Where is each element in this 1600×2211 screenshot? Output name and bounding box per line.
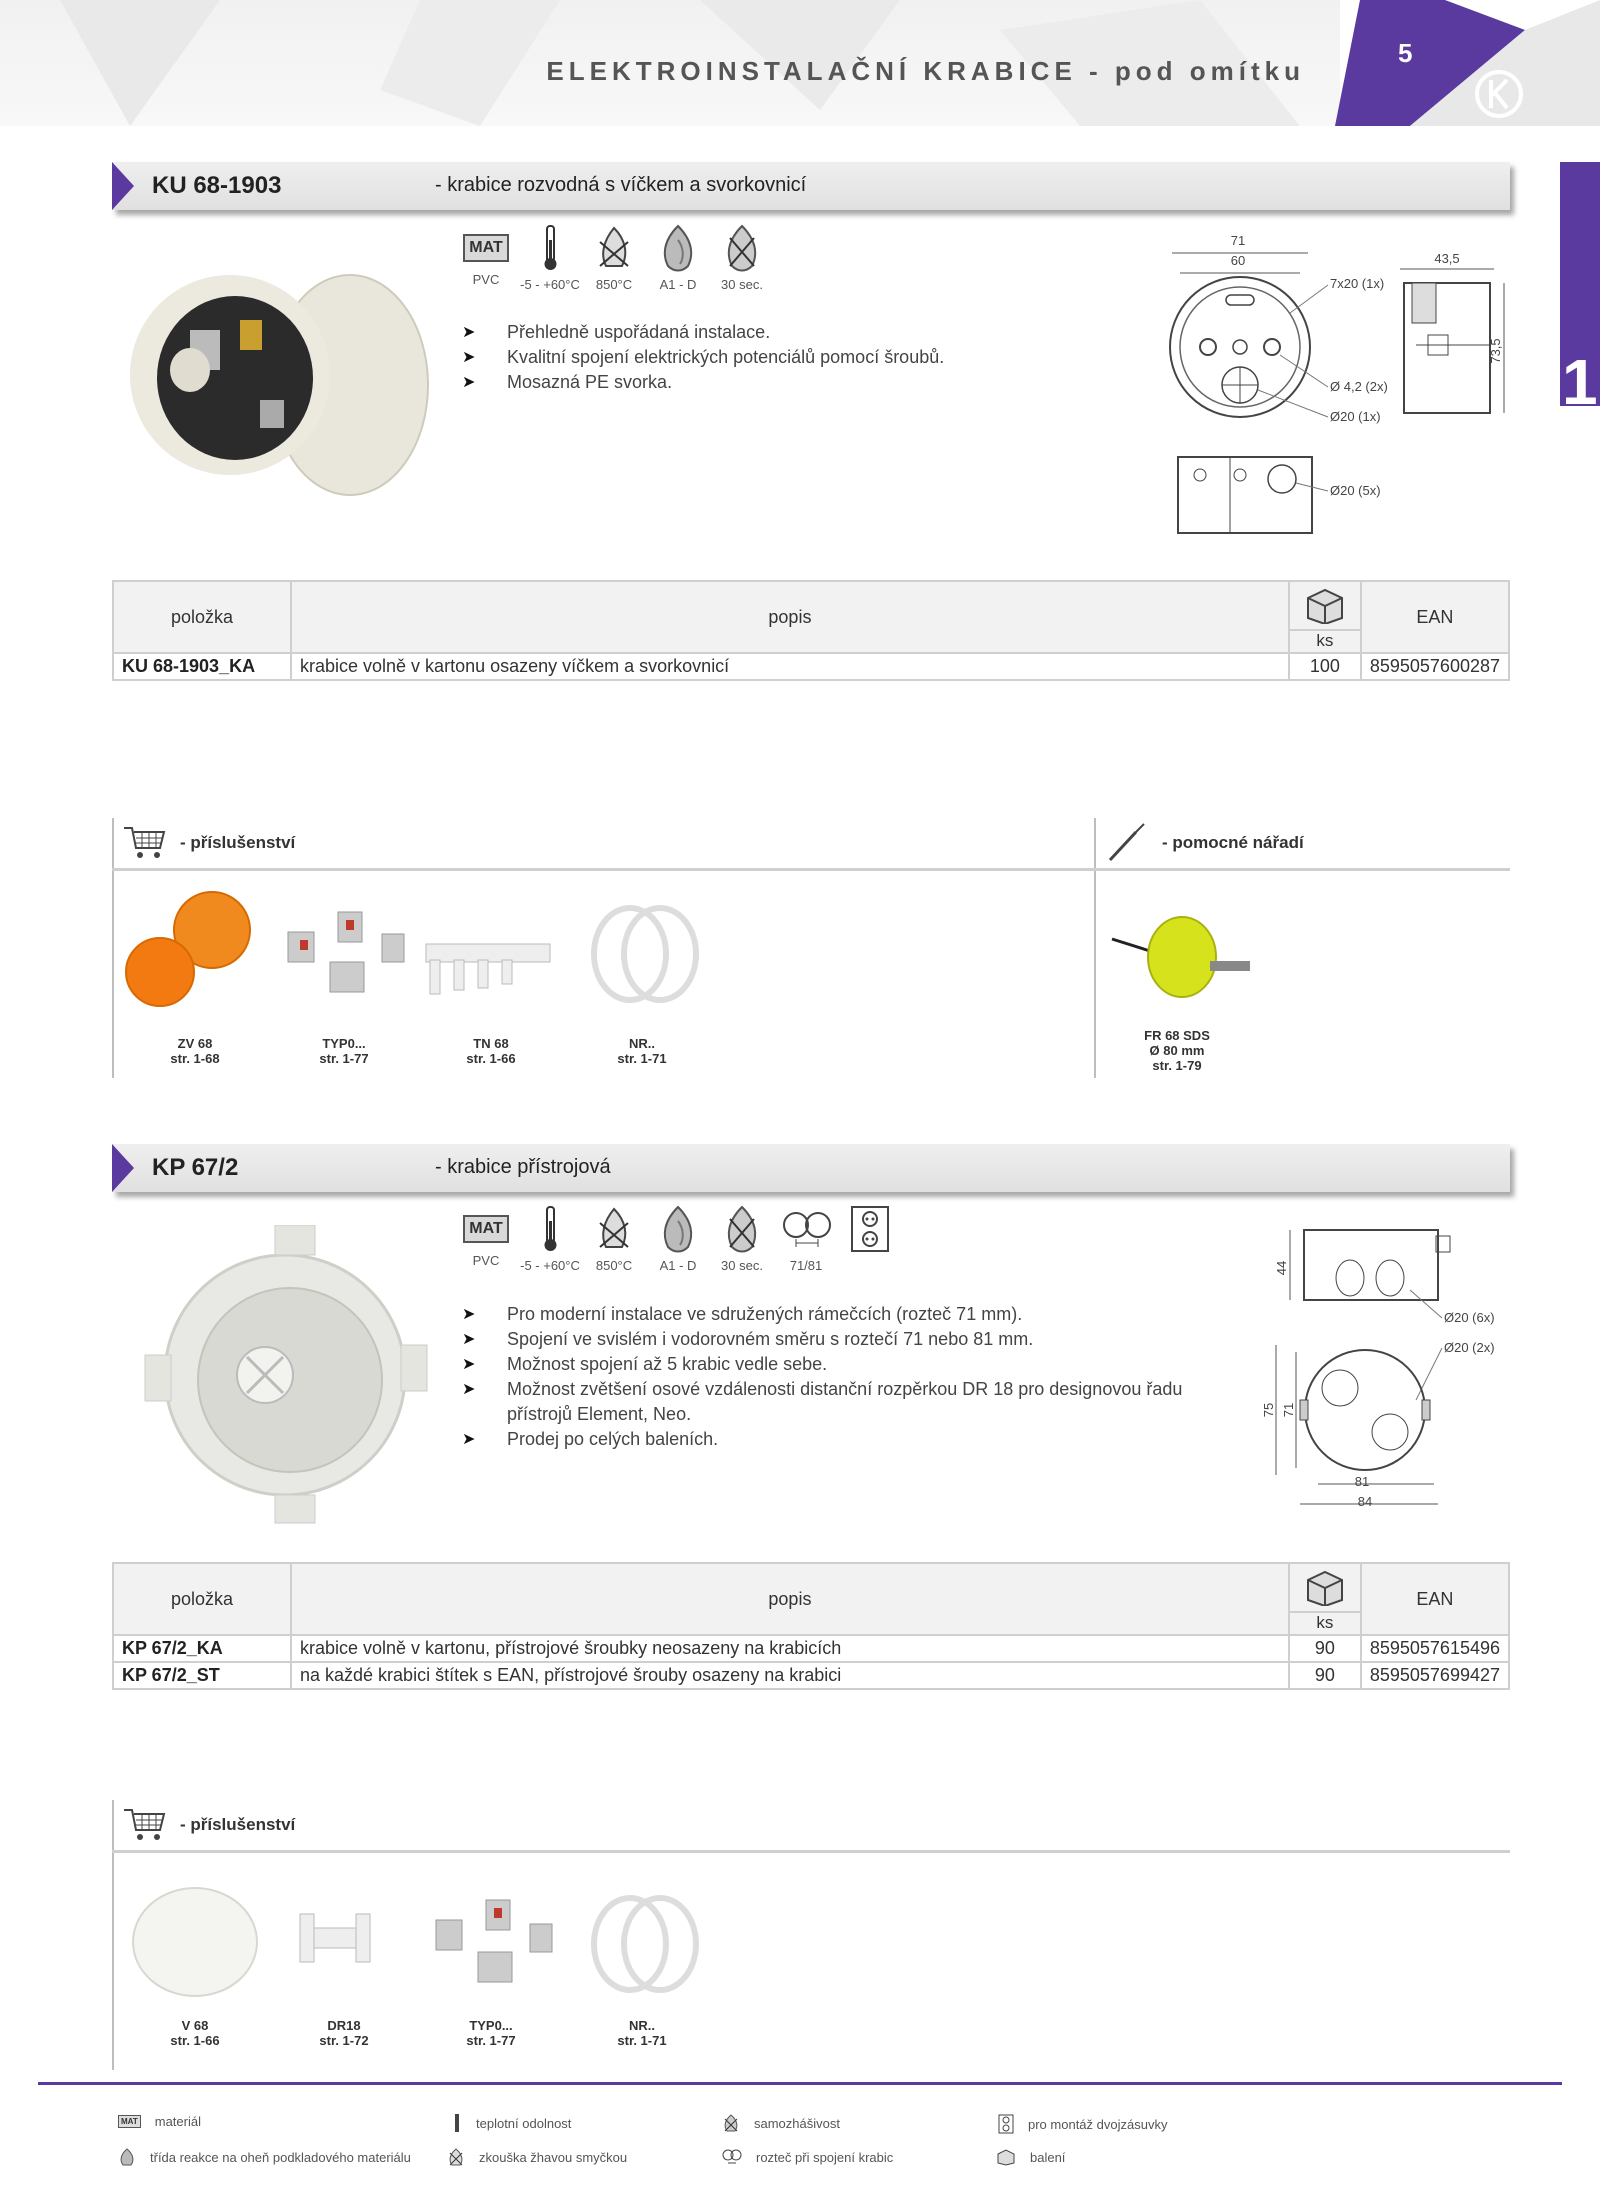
icon-label: 850°C: [595, 1258, 633, 1273]
legend-item: balení: [996, 2148, 1065, 2166]
box-icon: [996, 2148, 1016, 2166]
accessory-caption: TYP0... str. 1-77: [319, 1036, 369, 1066]
list-item: ➤ Prodej po celých baleních.: [462, 1427, 1222, 1452]
legend-item: samozhášivost: [722, 2114, 840, 2132]
flame-icon: [646, 1205, 710, 1273]
product-photo: [120, 250, 440, 500]
product-title-bar: [112, 162, 1510, 210]
accessory-caption: V 68 str. 1-66: [170, 2018, 220, 2048]
icon-label: 71/81: [789, 1258, 823, 1273]
item-ean: 8595057699427: [1361, 1662, 1509, 1689]
accessory-images: [120, 1880, 720, 2010]
legend-item: teplotní odolnost: [452, 2114, 571, 2132]
accessory-caption: ZV 68 str. 1-68: [170, 1036, 220, 1066]
accessories-divider: [112, 1800, 114, 2070]
item-code: KU 68-1903_KA: [113, 653, 291, 680]
connecting-pieces: [426, 944, 550, 994]
cart-icon: [122, 822, 168, 862]
dimension-label: 43,5: [1434, 251, 1460, 266]
dimension-label: 71: [1281, 1402, 1296, 1418]
list-item: ➤ Možnost spojení až 5 krabic vedle sebe.: [462, 1352, 1222, 1377]
self-extinguish-icon: [710, 224, 774, 292]
accessory-caption: NR.. str. 1-71: [617, 1036, 667, 1066]
hole-saw-image: [1110, 905, 1260, 1005]
feature-icons: [454, 224, 774, 292]
self-extinguish-icon: [722, 2114, 740, 2132]
icon-label: -5 - +60°C: [520, 277, 580, 292]
table-row: [113, 1635, 1509, 1662]
item-ean: 8595057600287: [1361, 653, 1509, 680]
mat-icon: MAT PVC: [454, 224, 518, 292]
column-header: položka: [113, 1563, 291, 1635]
column-header: EAN: [1361, 1563, 1509, 1635]
feature-list: [462, 320, 1162, 395]
dimension-label: 44: [1274, 1260, 1289, 1276]
mat-icon: MAT PVC: [454, 1205, 518, 1273]
item-description: krabice volně v kartonu, přístrojové šroubky neosazeny na krabicích: [291, 1635, 1289, 1662]
feature-icons: [454, 1205, 902, 1273]
page-number: 5: [1398, 38, 1413, 68]
legend-item: třída reakce na oheň podkladového materiálu: [118, 2148, 411, 2166]
list-item: ➤ Možnost zvětšení osové vzdálenosti distanční rozpěrkou DR 18 pro designovou řadu přístrojů Element, Neo.: [462, 1377, 1222, 1427]
mat-icon: MAT: [118, 2115, 141, 2128]
double-socket-icon: [838, 1205, 902, 1273]
thermometer-icon: [518, 224, 582, 292]
product-photo: [125, 1225, 445, 1525]
legend-item: rozteč při spojení krabic: [722, 2148, 893, 2166]
glow-wire-icon: [447, 2148, 465, 2166]
icon-label: -5 - +60°C: [520, 1258, 580, 1273]
terminal-connectors: [288, 912, 404, 992]
item-description: na každé krabici štítek s EAN, přístrojové šrouby osazeny na krabici: [291, 1662, 1289, 1689]
dimension-label: 60: [1230, 253, 1246, 268]
technical-drawing: [1160, 225, 1520, 545]
accessories-title: - příslušenství: [180, 1815, 296, 1834]
callout-label: Ø20 (5x): [1330, 483, 1381, 498]
product-code: KU 68-1903: [152, 172, 282, 199]
item-quantity: 90: [1289, 1662, 1361, 1689]
accessories-rule: [112, 868, 1510, 871]
cart-icon: [122, 1804, 168, 1844]
thermometer-icon: [452, 2114, 462, 2132]
footer-rule: [38, 2082, 1562, 2085]
page-header-title: ELEKTROINSTALAČNÍ KRABICE - pod omítku: [546, 56, 1305, 86]
box-icon: [1300, 1566, 1350, 1606]
product-title-bar: [112, 1144, 1510, 1192]
accessory-caption: DR18 str. 1-72: [319, 2018, 369, 2048]
list-item: ➤ Přehledně uspořádaná instalace.: [462, 320, 1162, 345]
tools-title: - pomocné nářadí: [1162, 833, 1304, 852]
item-quantity: 100: [1289, 653, 1361, 680]
list-item: ➤ Mosazná PE svorka.: [462, 370, 1162, 395]
legend-item: MAT materiál: [118, 2114, 201, 2129]
icon-label: PVC: [472, 272, 500, 287]
column-header-pack: ks: [1289, 581, 1361, 653]
dimension-label: 84: [1357, 1494, 1373, 1509]
cover-plate-orange: [126, 892, 250, 1006]
dimension-label: 71: [1230, 233, 1246, 248]
callout-label: Ø20 (1x): [1330, 409, 1381, 424]
callout-label: Ø20 (6x): [1444, 1310, 1495, 1325]
arrow-icon: [112, 1144, 134, 1192]
spacing-icon: [722, 2148, 742, 2166]
item-description: krabice volně v kartonu osazeny víčkem a svorkovnicí: [291, 653, 1289, 680]
list-item: ➤ Pro moderní instalace ve sdružených rámečcích (rozteč 71 mm).: [462, 1302, 1222, 1327]
glow-wire-icon: [582, 1205, 646, 1273]
tools-divider: [1094, 818, 1096, 1078]
flame-icon: [118, 2148, 136, 2166]
accessory-images: [120, 890, 720, 1020]
product-description: - krabice přístrojová: [435, 1156, 611, 1178]
box-icon: [1300, 584, 1350, 624]
dimension-label: 75: [1261, 1402, 1276, 1418]
icon-label: 850°C: [595, 277, 633, 292]
accessories-divider: [112, 818, 114, 1078]
screwdriver-icon: [1102, 820, 1148, 866]
product-table: [112, 580, 1510, 681]
double-socket-icon: [998, 2114, 1014, 2134]
column-header-pack: ks: [1289, 1563, 1361, 1635]
column-header: popis: [291, 1563, 1289, 1635]
page-number-tab: [1335, 0, 1600, 126]
accessory-caption: TYP0... str. 1-77: [466, 2018, 516, 2048]
feature-list: [462, 1302, 1222, 1452]
accessory-caption: TN 68 str. 1-66: [466, 1036, 516, 1066]
legend-item: pro montáž dvojzásuvky: [998, 2114, 1167, 2134]
rings: [594, 908, 696, 1000]
table-row: [113, 1662, 1509, 1689]
item-code: KP 67/2_KA: [113, 1635, 291, 1662]
blank-cover: [133, 1888, 257, 1996]
dimension-label: 73,5: [1488, 338, 1503, 364]
callout-label: Ø20 (2x): [1444, 1340, 1495, 1355]
chapter-number: 1: [1562, 346, 1598, 418]
icon-label: 30 sec.: [721, 1258, 763, 1273]
legend-item: zkouška žhavou smyčkou: [447, 2148, 627, 2166]
icon-label: A1 - D: [659, 277, 697, 292]
accessories-rule: [112, 1850, 1510, 1853]
glow-wire-icon: [582, 224, 646, 292]
list-item: ➤ Spojení ve svislém i vodorovném směru s roztečí 71 nebo 81 mm.: [462, 1327, 1222, 1352]
tool-caption: FR 68 SDS Ø 80 mm str. 1-79: [1144, 1028, 1210, 1073]
item-quantity: 90: [1289, 1635, 1361, 1662]
thermometer-icon: [518, 1205, 582, 1273]
table-row: [113, 653, 1509, 680]
self-extinguish-icon: [710, 1205, 774, 1273]
product-description: - krabice rozvodná s víčkem a svorkovnicí: [435, 174, 807, 196]
arrow-icon: [112, 162, 134, 210]
icon-label: A1 - D: [659, 1258, 697, 1273]
technical-drawing: [1240, 1220, 1530, 1520]
spacing-icon: [774, 1205, 838, 1273]
column-header: popis: [291, 581, 1289, 653]
spacer-dr18: [300, 1914, 370, 1962]
icon-label: PVC: [472, 1253, 500, 1268]
accessories-title: - příslušenství: [180, 833, 296, 852]
list-item: ➤ Kvalitní spojení elektrických potenciálů pomocí šroubů.: [462, 345, 1162, 370]
flame-icon: [646, 224, 710, 292]
product-code: KP 67/2: [152, 1154, 239, 1181]
rings: [594, 1898, 696, 1990]
callout-label: 7x20 (1x): [1330, 276, 1385, 291]
item-ean: 8595057615496: [1361, 1635, 1509, 1662]
accessory-caption: NR.. str. 1-71: [617, 2018, 667, 2048]
terminal-connectors: [436, 1900, 552, 1982]
column-header: EAN: [1361, 581, 1509, 653]
callout-label: Ø 4,2 (2x): [1330, 379, 1388, 394]
item-code: KP 67/2_ST: [113, 1662, 291, 1689]
product-table: [112, 1562, 1510, 1690]
column-header: položka: [113, 581, 291, 653]
icon-label: 30 sec.: [721, 277, 763, 292]
dimension-label: 81: [1354, 1474, 1370, 1489]
